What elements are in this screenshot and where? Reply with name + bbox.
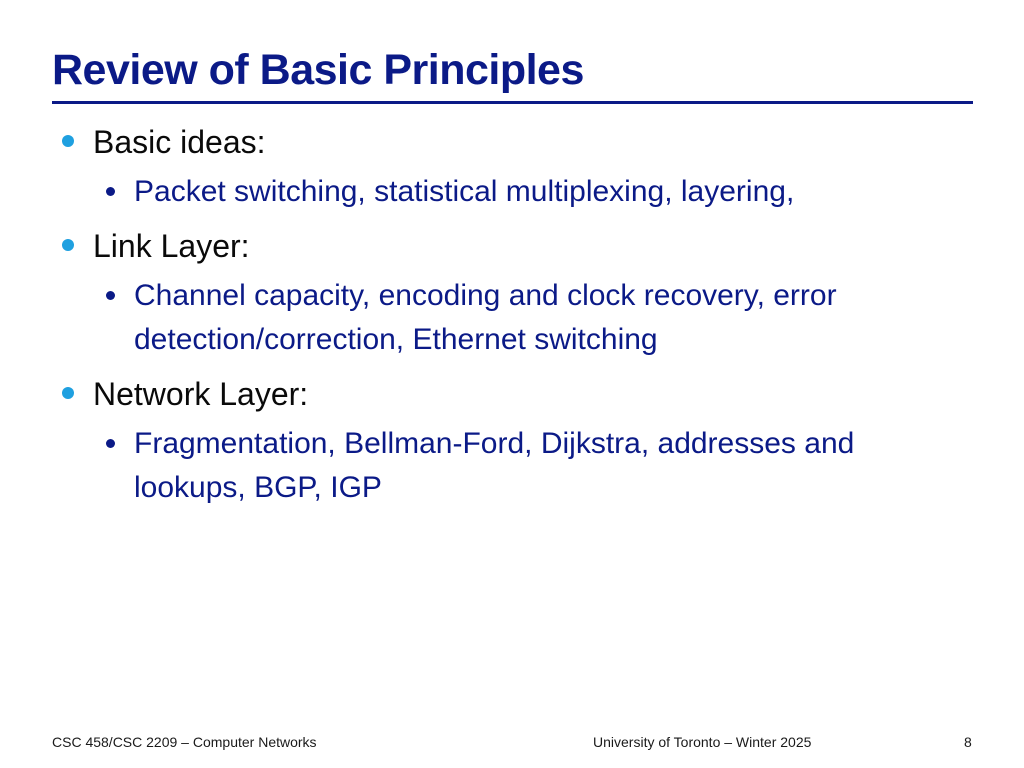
bullet-item-network-layer <box>60 372 960 416</box>
sub-bullet-text: Packet switching, statistical multiplexing, layering, <box>134 175 795 208</box>
bullet-heading: Network Layer: <box>93 376 309 412</box>
footer-institution: University of Toronto – Winter 2025 <box>593 734 812 750</box>
sub-bullet-text: Fragmentation, Bellman-Ford, Dijkstra, addresses and lookups, BGP, IGP <box>134 427 855 504</box>
sub-bullet-dot-icon <box>106 187 115 196</box>
sub-bullet-dot-icon <box>106 439 115 448</box>
title-underline <box>52 101 973 104</box>
footer-course: CSC 458/CSC 2209 – Computer Networks <box>52 734 317 750</box>
bullet-dot-icon <box>62 135 74 147</box>
sub-bullet-text: Channel capacity, encoding and clock recovery, error detection/correction, Ethernet switching <box>134 279 837 356</box>
bullet-item-basic-ideas <box>60 120 960 164</box>
bullet-heading: Basic ideas: <box>93 124 266 160</box>
bullet-item-link-layer <box>60 224 960 268</box>
sub-bullet-link-layer <box>60 274 960 362</box>
sub-bullet-dot-icon <box>106 291 115 300</box>
bullet-list <box>60 118 960 510</box>
sub-bullet-basic-ideas <box>60 170 960 214</box>
footer-page-number: 8 <box>964 734 972 750</box>
sub-bullet-network-layer <box>60 422 960 510</box>
bullet-dot-icon <box>62 239 74 251</box>
bullet-heading: Link Layer: <box>93 228 250 264</box>
bullet-dot-icon <box>62 387 74 399</box>
slide-title: Review of Basic Principles <box>52 46 584 94</box>
